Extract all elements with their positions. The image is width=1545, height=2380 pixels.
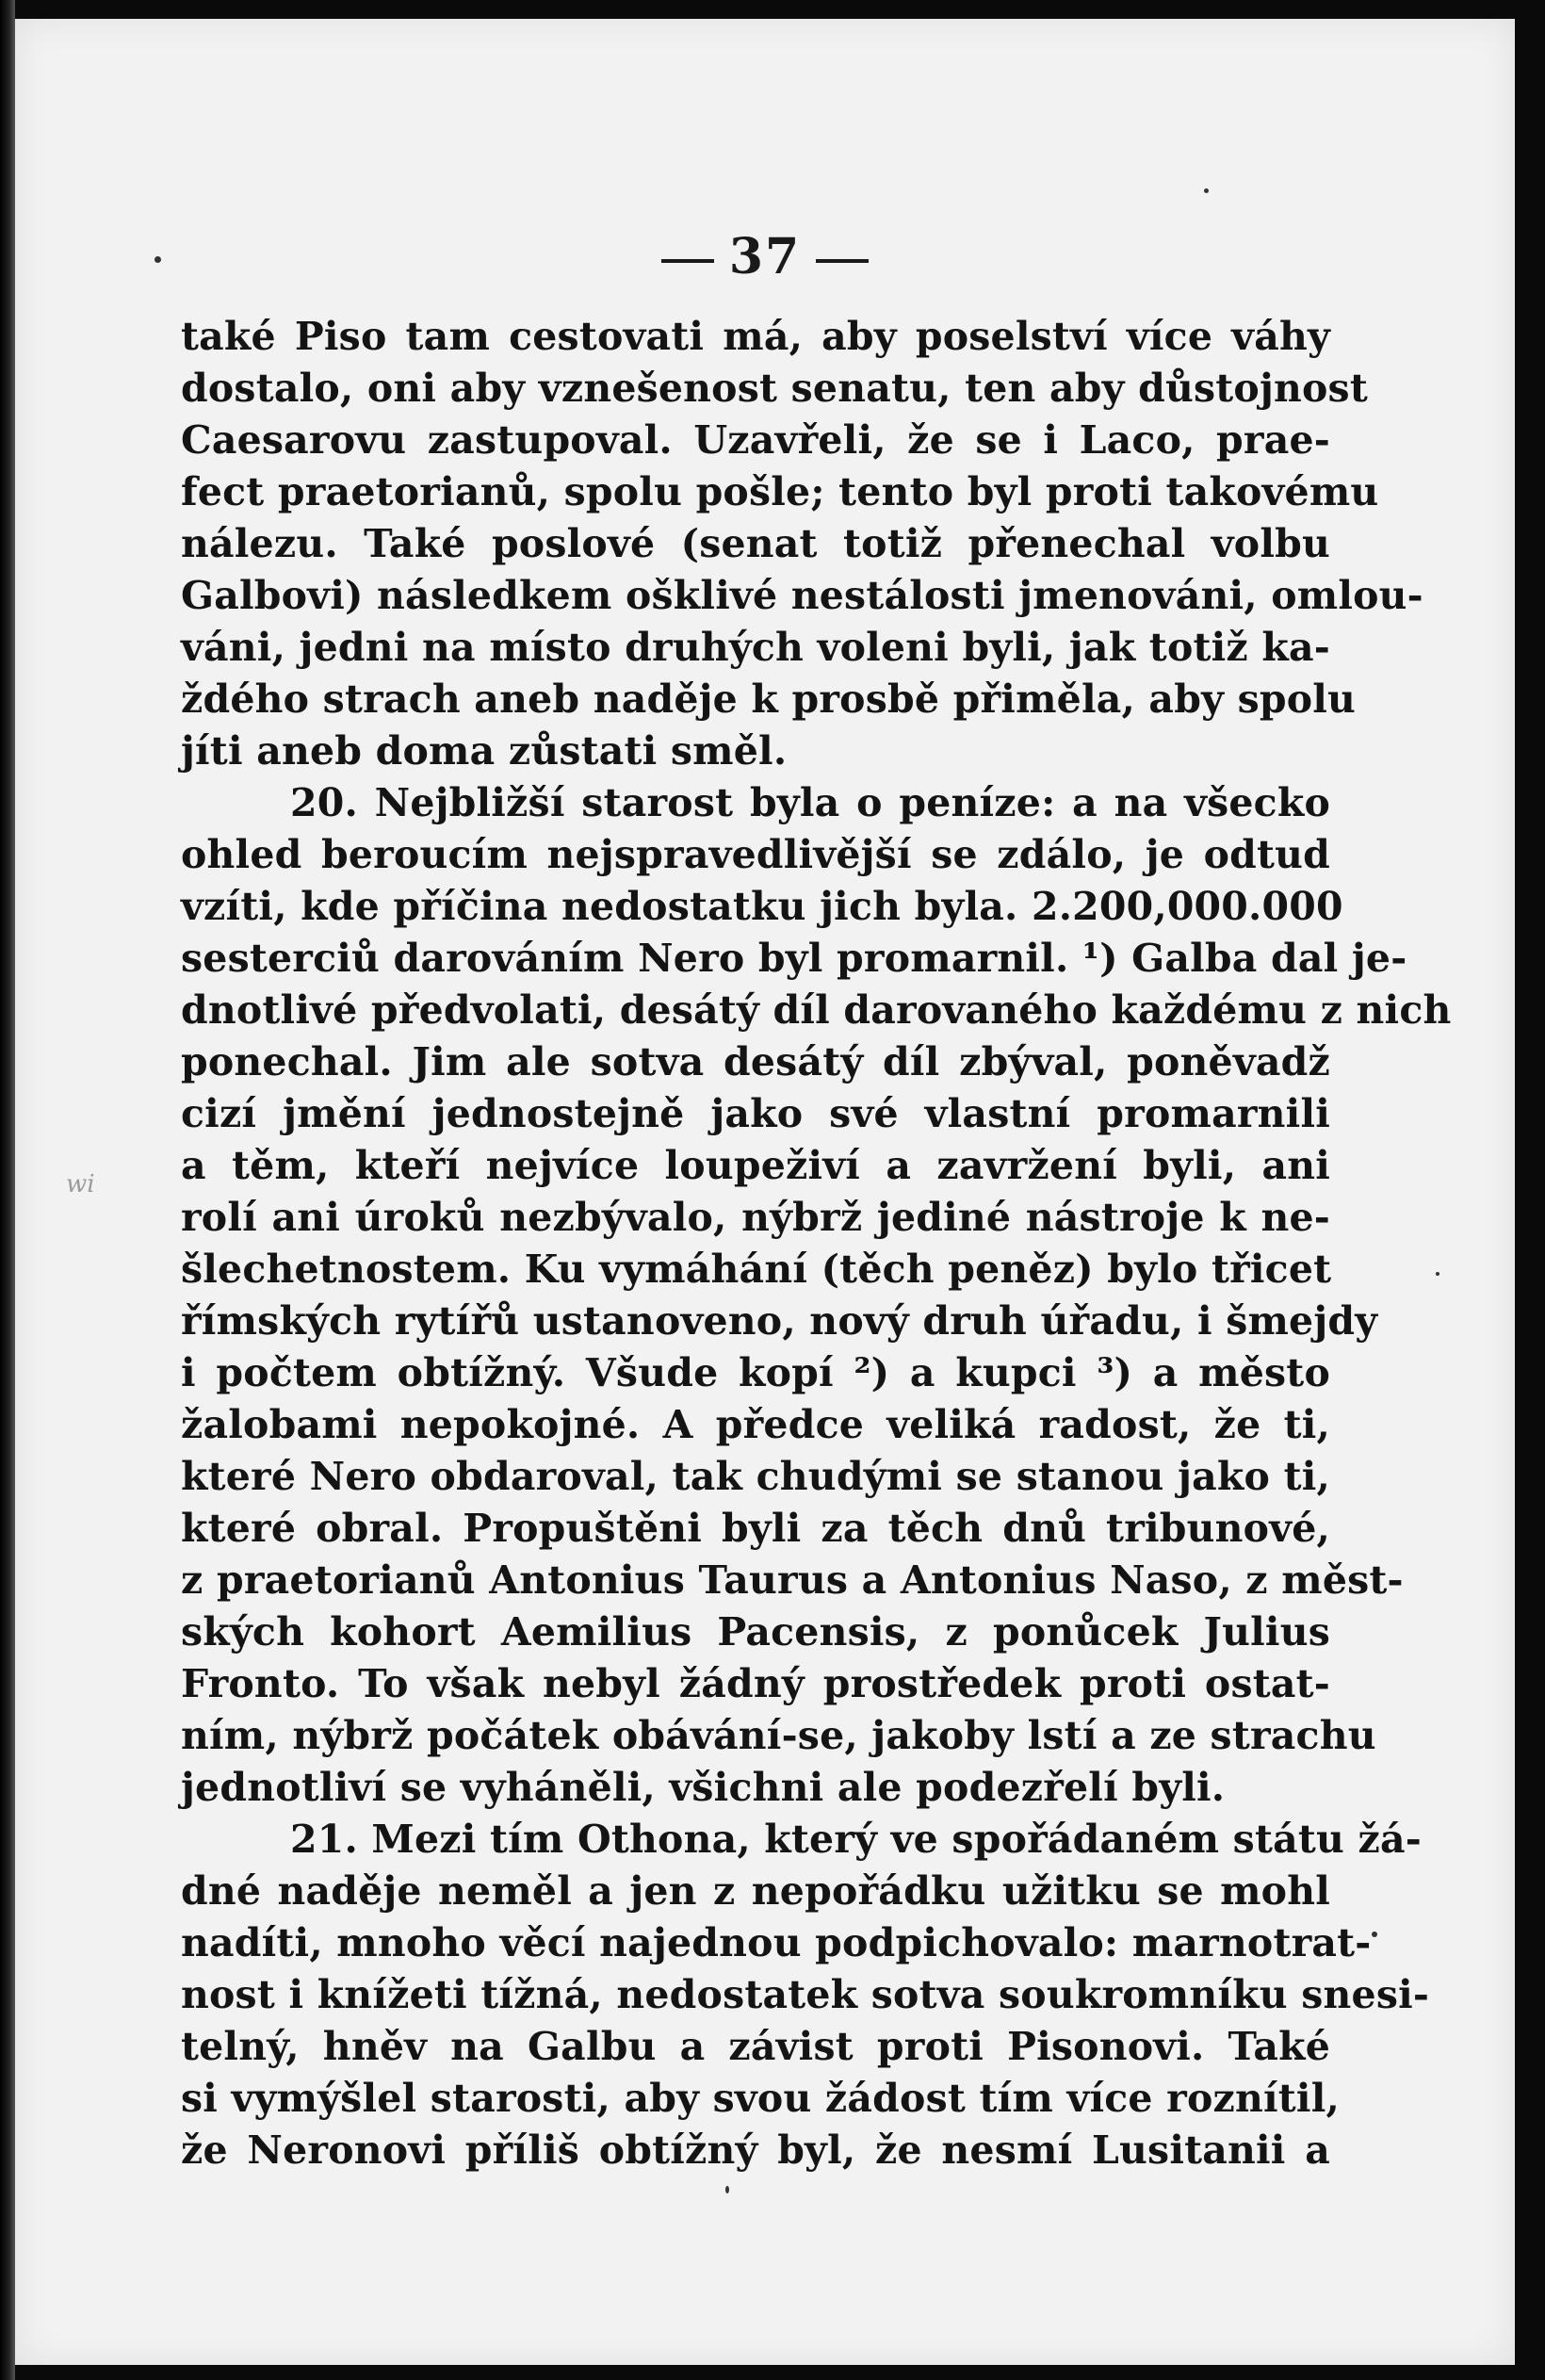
- text-line: že Neronovi příliš obtížný byl, že nesmí Lusitanii a: [181, 2127, 1330, 2173]
- text-line: z praetorianů Antonius Taurus a Antonius Naso, z měst-: [181, 1557, 1404, 1603]
- text-line: ním, nýbrž počátek obávání-se, jakoby lstí a ze strachu: [181, 1713, 1376, 1758]
- ink-speck: [1204, 188, 1209, 193]
- text-line: si vymýšlel starosti, aby svou žádost tím více roznítil,: [181, 2076, 1340, 2121]
- text-line: které Nero obdaroval, tak chudými se stanou jako ti,: [181, 1454, 1330, 1499]
- header-dash-left: [661, 259, 714, 263]
- text-line: jíti aneb doma zůstati směl.: [181, 728, 788, 774]
- text-line: dné naděje neměl a jen z nepořádku užitku se mohl: [181, 1868, 1330, 1914]
- text-line: také Piso tam cestovati má, aby poselství více váhy: [181, 314, 1330, 359]
- header-dash-right: [816, 259, 869, 263]
- ink-speck: [1436, 1272, 1439, 1276]
- text-line: dostalo, oni aby vznešenost senatu, ten aby důstojnost: [181, 366, 1368, 411]
- text-line: vzíti, kde příčina nedostatku jich byla. 2.200,000.000: [181, 884, 1343, 929]
- text-line: sesterciů darováním Nero byl promarnil. ¹) Galba dal je-: [181, 936, 1407, 981]
- ink-speck: [154, 256, 161, 263]
- binding-shadow: [0, 0, 15, 2380]
- text-line: cizí jmění jednostejně jako své vlastní promarnili: [181, 1091, 1330, 1136]
- margin-note: wi: [66, 1170, 95, 1198]
- text-line: 20. Nejbližší starost byla o peníze: a na všecko: [290, 780, 1330, 825]
- page-number: 37: [728, 228, 802, 285]
- text-line: šlechetnostem. Ku vymáhání (těch peněz) bylo třicet: [181, 1247, 1332, 1292]
- text-line: Caesarovu zastupoval. Uzavřeli, že se i Laco, prae-: [181, 417, 1330, 463]
- text-line: nálezu. Také poslové (senat totiž přenechal volbu: [181, 521, 1330, 566]
- text-line: jednotliví se vyháněli, všichni ale podezřelí byli.: [181, 1765, 1226, 1810]
- text-line: římských rytířů ustanoveno, nový druh úřadu, i šmejdy: [181, 1298, 1378, 1344]
- text-line: váni, jedni na místo druhých voleni byli, jak totiž ka-: [181, 625, 1330, 670]
- text-line: a těm, kteří nejvíce loupeživí a zavržení byli, ani: [181, 1143, 1330, 1188]
- text-line: rolí ani úroků nezbývalo, nýbrž jediné nástroje k ne-: [181, 1195, 1330, 1240]
- text-line: dnotlivé předvolati, desátý díl darovaného každému z nich: [181, 987, 1452, 1033]
- text-line: ždého strach aneb naděje k prosbě přiměla, aby spolu: [181, 677, 1357, 722]
- text-line: Fronto. To však nebyl žádný prostředek proti ostat-: [181, 1661, 1330, 1706]
- text-line: 21. Mezi tím Othona, který ve spořádaném státu žá-: [290, 1817, 1422, 1862]
- text-line: které obral. Propuštěni byli za těch dnů tribunové,: [181, 1506, 1330, 1551]
- text-line: nost i knížeti tížná, nedostatek sotva soukromníku snesi-: [181, 1972, 1430, 2017]
- text-line: nadíti, mnoho věcí najednou podpichovalo: marnotrat-: [181, 1920, 1372, 1965]
- book-page: [15, 19, 1515, 2365]
- ink-speck: [725, 2186, 729, 2193]
- text-line: žalobami nepokojné. A předce veliká radost, že ti,: [181, 1402, 1330, 1447]
- text-line: ponechal. Jim ale sotva desátý díl zbýval, poněvadž: [181, 1039, 1330, 1084]
- page-header: [15, 228, 1515, 285]
- text-line: fect praetorianů, spolu pošle; tento byl proti takovému: [181, 469, 1379, 514]
- body-text: [181, 311, 1452, 2176]
- text-line: Galbovi) následkem ošklivé nestálosti jmenováni, omlou-: [181, 573, 1423, 618]
- text-line: telný, hněv na Galbu a závist proti Pisonovi. Také: [181, 2024, 1330, 2069]
- text-line: ských kohort Aemilius Pacensis, z ponůcek Julius: [181, 1609, 1330, 1655]
- text-line: ohled beroucím nejspravedlivější se zdálo, je odtud: [181, 832, 1330, 877]
- ink-speck: [1372, 1932, 1377, 1937]
- text-line: i počtem obtížný. Všude kopí ²) a kupci ³) a město: [181, 1350, 1330, 1395]
